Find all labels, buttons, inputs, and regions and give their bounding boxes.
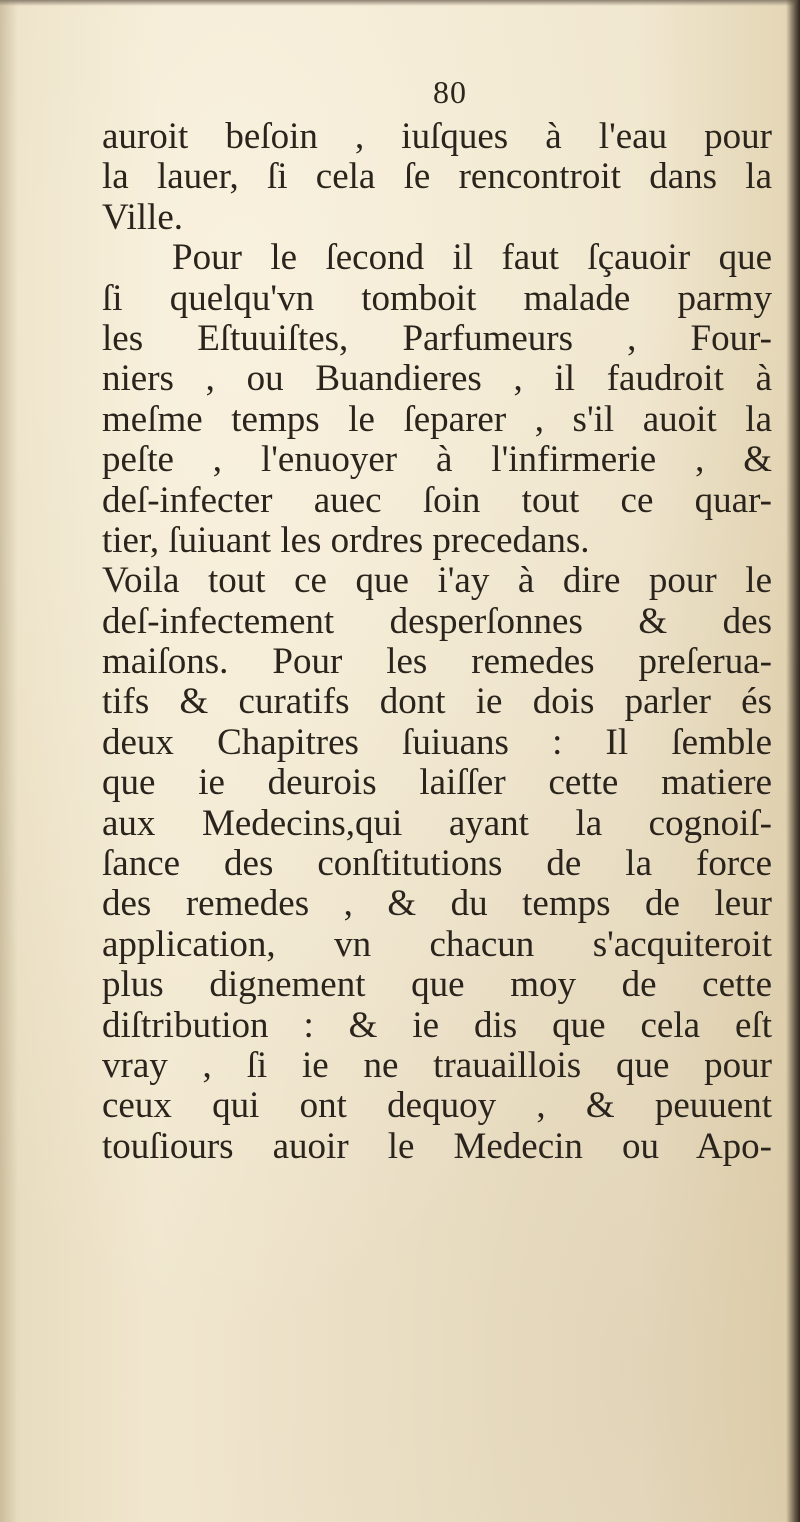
page-number: 80 <box>433 74 467 110</box>
text-line: aux Medecins,qui ayant la cognoiſ- <box>102 802 772 844</box>
text-line: niers , ou Buandieres , il faudroit à <box>102 358 772 400</box>
text-line: Ville. <box>102 196 184 238</box>
text-line: les Eſtuuiſtes, Parfumeurs , Four- <box>102 317 772 359</box>
text-line: ceux qui ont dequoy , & peuuent <box>102 1085 772 1127</box>
text-line: application, vn chacun s'acquiteroit <box>102 923 772 965</box>
text-line: Pour le ſecond il faut ſçauoir que <box>172 237 772 279</box>
text-line: des remedes , & du temps de leur <box>102 883 772 925</box>
text-line: ſance des conſtitutions de la force <box>102 843 772 885</box>
text-line: deux Chapitres ſuiuans : Il ſemble <box>102 721 772 763</box>
text-line: tifs & curatifs dont ie dois parler és <box>102 681 772 723</box>
right-edge-shadow <box>786 0 800 1522</box>
text-line: Voila tout ce que i'ay à dire pour le <box>102 560 772 602</box>
text-line: peſte , l'enuoyer à l'infirmerie , & <box>102 439 772 481</box>
text-line: deſ-infectement desperſonnes & des <box>102 600 772 642</box>
text-line: maiſons. Pour les remedes preſerua- <box>102 641 772 683</box>
body-text <box>102 117 772 1167</box>
text-line: deſ-infecter auec ſoin tout ce quar- <box>102 479 772 521</box>
text-line: tier, ſuiuant les ordres precedans. <box>102 519 590 561</box>
text-line: auroit beſoin , iuſques à l'eau pour <box>102 116 772 157</box>
text-line: vray , ſi ie ne trauaillois que pour <box>102 1044 772 1086</box>
text-line: ſi quelqu'vn tomboit malade parmy <box>102 277 772 319</box>
gutter-shadow <box>0 0 18 1522</box>
text-line: que ie deurois laiſſer cette matiere <box>102 762 772 804</box>
text-line: plus dignement que moy de cette <box>102 964 772 1006</box>
text-line: la lauer, ſi cela ſe rencontroit dans la <box>102 156 772 198</box>
text-line: diſtribution : & ie dis que cela eſt <box>102 1004 772 1046</box>
top-edge-shadow <box>0 0 800 6</box>
text-line: touſiours auoir le Medecin ou Apo- <box>102 1125 772 1167</box>
text-line: meſme temps le ſeparer , s'il auoit la <box>102 398 772 440</box>
